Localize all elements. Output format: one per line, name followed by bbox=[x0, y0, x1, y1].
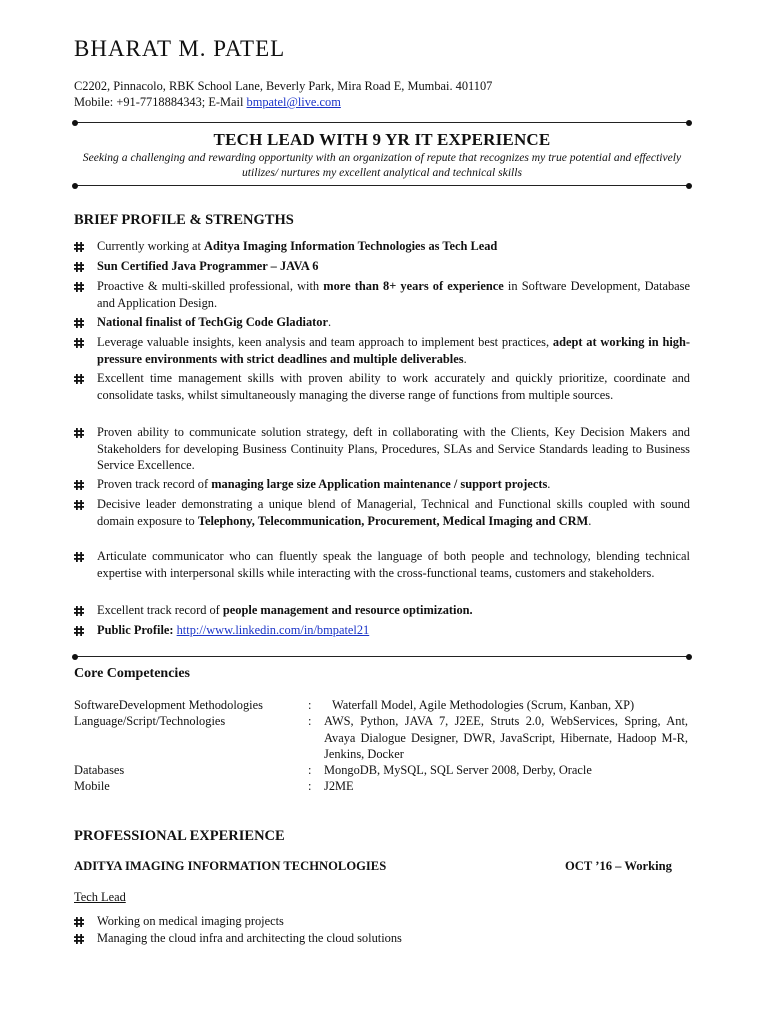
competency-colon: : bbox=[308, 698, 312, 712]
competency-value: J2ME bbox=[324, 779, 354, 793]
bullet-icon bbox=[74, 500, 84, 510]
bullet-text-part: . bbox=[327, 315, 332, 329]
profile-link[interactable]: http://www.linkedin.com/in/bmpatel21 bbox=[176, 623, 370, 637]
bullet-text-part: Managing the cloud infra and architecting the cloud solutions bbox=[97, 931, 402, 945]
bullet-text bbox=[97, 930, 690, 947]
experience-heading: PROFESSIONAL EXPERIENCE bbox=[74, 828, 285, 844]
bullet-text bbox=[97, 548, 690, 581]
bullet-text-part: Leverage valuable insights, keen analysis and team approach to implement best practices, bbox=[97, 335, 553, 349]
headline: TECH LEAD WITH 9 YR IT EXPERIENCE bbox=[213, 130, 551, 149]
bullet-icon bbox=[74, 318, 84, 328]
bullet-text-part: Articulate communicator who can fluently speak the language of both people and technology, blending technical expertise with interpersonal skills while interacting with the cross-functional teams, customers and stakeholders. bbox=[97, 549, 690, 580]
bullet-text-part: Proactive & multi-skilled professional, with bbox=[97, 279, 324, 293]
bullet-text bbox=[97, 424, 690, 474]
bullet-text-part: people management and resource optimization. bbox=[222, 603, 473, 617]
bullet-text bbox=[97, 370, 690, 403]
bullet-text bbox=[97, 602, 690, 619]
bullet-text-part: . bbox=[463, 351, 467, 366]
divider bbox=[74, 181, 690, 191]
bullet-text bbox=[97, 278, 690, 311]
bullet-icon bbox=[74, 917, 84, 927]
mobile-text: Mobile: +91-7718884343; E-Mail bbox=[74, 95, 247, 109]
competency-label: Language/Script/Technologies bbox=[74, 714, 226, 728]
bullet-text-part: Public Profile: bbox=[97, 623, 177, 637]
competency-label: Databases bbox=[74, 763, 125, 777]
bullet-text bbox=[97, 334, 690, 367]
contact-line bbox=[74, 95, 341, 110]
bullet-icon bbox=[74, 282, 84, 292]
bullet-text-part: Aditya Imaging Information Technologies as Tech Lead bbox=[204, 239, 498, 253]
competency-label: Mobile bbox=[74, 779, 110, 793]
bullet-text-part: in Software Development, Database and Application Design. bbox=[97, 279, 691, 310]
bullet-text bbox=[97, 314, 690, 331]
competency-value: AWS, Python, JAVA 7, J2EE, Struts 2.0, WebServices, Spring, Ant, Avaya Dialogue Designer, DWR, JavaScript, Hibernate, Hadoop M-R, Jenkins, Docker bbox=[324, 714, 688, 761]
company-name: ADITYA IMAGING INFORMATION TECHNOLOGIES bbox=[74, 859, 387, 873]
bullet-text-part: Telephony, Telecommunication, Procurement, Medical Imaging and CRM bbox=[197, 513, 589, 528]
competency-colon: : bbox=[308, 779, 312, 793]
bullet-text bbox=[97, 476, 690, 493]
bullet-text-part: adept at working in high-pressure environments with strict deadlines and multiple deliverables bbox=[97, 335, 690, 366]
bullet-text-part: Working on medical imaging projects bbox=[97, 914, 284, 928]
bullet-text-part: Proven track record of bbox=[97, 477, 212, 491]
competencies-heading: Core Competencies bbox=[74, 666, 190, 681]
competency-value: Waterfall Model, Agile Methodologies (Scrum, Kanban, XP) bbox=[332, 698, 635, 712]
bullet-text-part: Decisive leader demonstrating a unique blend of Managerial, Technical and Functional skills coupled with sound domain exposure to bbox=[97, 497, 690, 528]
bullet-text-part: National finalist of TechGig Code Gladiator bbox=[97, 315, 328, 329]
bullet-text-part: . bbox=[588, 513, 592, 528]
divider bbox=[74, 118, 690, 128]
bullet-icon bbox=[74, 262, 84, 272]
bullet-text bbox=[97, 622, 690, 639]
bullet-icon bbox=[74, 606, 84, 616]
bullet-icon bbox=[74, 242, 84, 252]
bullet-text-part: Excellent time management skills with proven ability to work accurately and quickly prioritize, coordinate and consolidate tasks, whilst simultaneously managing the diverse range of functions from multiple sources. bbox=[97, 371, 690, 402]
bullet-icon bbox=[74, 626, 84, 636]
divider bbox=[74, 652, 690, 662]
bullet-icon bbox=[74, 374, 84, 384]
bullet-icon bbox=[74, 552, 84, 562]
bullet-text-part: managing large size Application maintenance / support projects bbox=[211, 477, 548, 491]
bullet-text-part: Excellent track record of bbox=[97, 603, 223, 617]
objective: Seeking a challenging and rewarding opportunity with an organization of repute that recognizes my true potential and effectively utilizes/ nurtures my excellent analytical and technical skills bbox=[82, 151, 682, 179]
employment-dates: OCT ’16 – Working bbox=[565, 859, 672, 873]
profile-heading: BRIEF PROFILE & STRENGTHS bbox=[74, 212, 294, 228]
candidate-name: BHARAT M. PATEL bbox=[74, 36, 286, 61]
bullet-text bbox=[97, 238, 690, 255]
bullet-text-part: . bbox=[547, 477, 551, 491]
bullet-text bbox=[97, 258, 690, 275]
bullet-text-part: Proven ability to communicate solution strategy, deft in collaborating with the Clients, Key Decision Makers and Stakeholders for developing Business Continuity Plans, Procedures, SLAs and Service Standards leading to Business Service Excellence. bbox=[97, 425, 690, 472]
bullet-icon bbox=[74, 338, 84, 348]
competency-colon: : bbox=[308, 763, 312, 777]
job-role: Tech Lead bbox=[74, 890, 126, 904]
bullet-text-part: more than 8+ years of experience bbox=[323, 279, 504, 293]
bullet-text-part: Sun Certified Java Programmer – JAVA 6 bbox=[97, 259, 319, 273]
bullet-icon bbox=[74, 480, 84, 490]
bullet-icon bbox=[74, 428, 84, 438]
competency-value: MongoDB, MySQL, SQL Server 2008, Derby, Oracle bbox=[324, 763, 592, 777]
competency-label: SoftwareDevelopment Methodologies bbox=[74, 698, 263, 712]
bullet-icon bbox=[74, 934, 84, 944]
competency-colon: : bbox=[308, 714, 312, 728]
bullet-text bbox=[97, 913, 690, 930]
address: C2202, Pinnacolo, RBK School Lane, Beverly Park, Mira Road E, Mumbai. 401107 bbox=[74, 79, 493, 93]
email-link[interactable]: bmpatel@live.com bbox=[246, 95, 341, 109]
bullet-text-part: Currently working at bbox=[97, 239, 205, 253]
bullet-text bbox=[97, 496, 690, 529]
